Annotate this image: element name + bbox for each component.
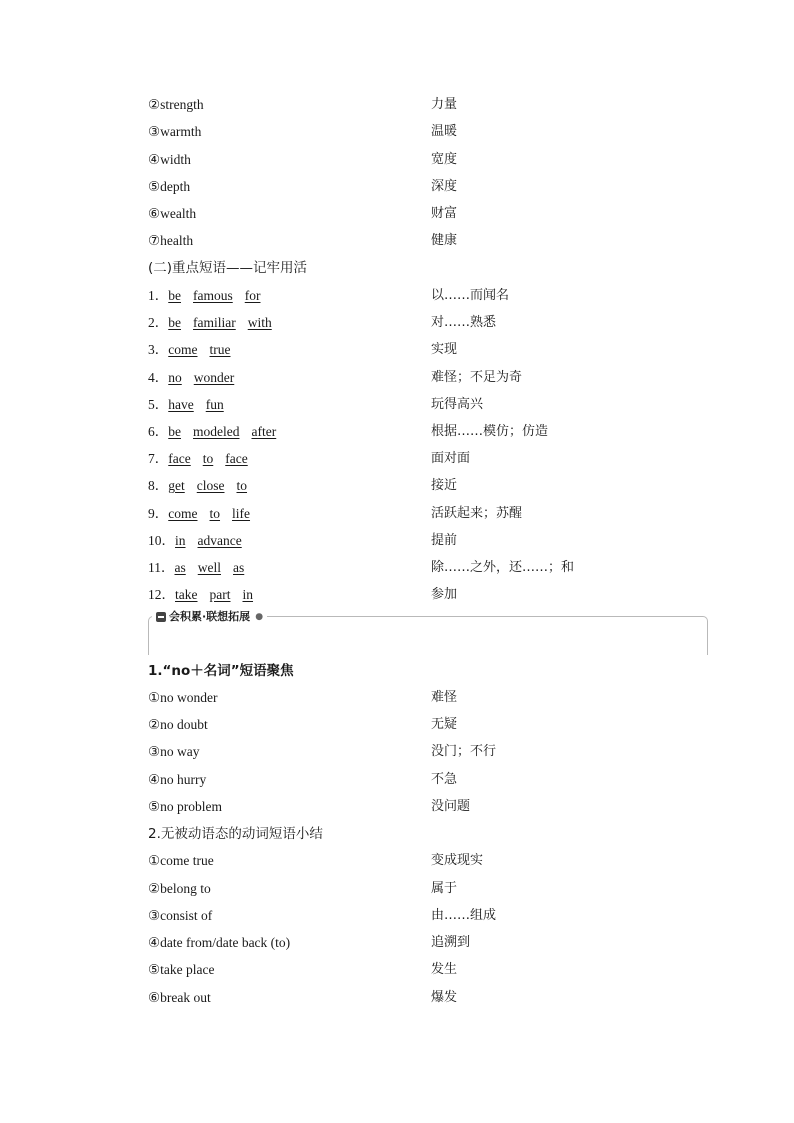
phrase-number: 7． bbox=[148, 451, 169, 466]
phrase-word: take bbox=[175, 587, 198, 602]
word-row bbox=[148, 204, 608, 224]
phrase-answer bbox=[168, 288, 260, 303]
word-zh: 由……组成 bbox=[431, 908, 497, 923]
phrase-zh: 提前 bbox=[431, 533, 458, 548]
phrase-number: 8． bbox=[148, 478, 169, 493]
word-zh: 爆发 bbox=[431, 990, 458, 1005]
word-row bbox=[148, 150, 608, 170]
phrase-row bbox=[148, 340, 608, 360]
phrase-word: close bbox=[196, 478, 225, 493]
phrase-row bbox=[148, 585, 608, 605]
phrase-zh: 活跃起来；苏醒 bbox=[431, 506, 523, 521]
phrase-number: 10． bbox=[148, 533, 175, 548]
word-en: ③consist of bbox=[148, 908, 213, 923]
phrase-row bbox=[148, 368, 608, 388]
word-zh: 温暖 bbox=[431, 124, 458, 139]
word-row bbox=[148, 715, 608, 735]
word-row bbox=[148, 231, 608, 251]
word-row bbox=[148, 906, 608, 926]
phrase-word: be bbox=[168, 315, 181, 330]
phrase-answer bbox=[168, 397, 223, 412]
phrase-number: 1． bbox=[148, 288, 169, 303]
phrase-word: come bbox=[168, 342, 198, 357]
word-row bbox=[148, 122, 608, 142]
word-en: ③no way bbox=[148, 744, 200, 759]
section-heading: (二)重点短语——记牢用活 bbox=[148, 260, 308, 276]
phrase-word: face bbox=[168, 451, 191, 466]
phrase-answer bbox=[168, 478, 247, 493]
word-row bbox=[148, 933, 608, 953]
phrase-word: well bbox=[197, 560, 221, 575]
word-zh: 没问题 bbox=[431, 799, 471, 814]
phrase-answer bbox=[168, 315, 272, 330]
word-zh: 难怪 bbox=[431, 690, 458, 705]
word-zh: 没门；不行 bbox=[431, 744, 497, 759]
word-en: ②strength bbox=[148, 97, 204, 112]
word-en: ⑤take place bbox=[148, 962, 215, 977]
phrase-answer bbox=[168, 424, 276, 439]
phrase-word: famous bbox=[193, 288, 233, 303]
phrase-row bbox=[148, 558, 608, 578]
phrase-answer bbox=[168, 370, 234, 385]
phrase-zh: 除……之外，还……；和 bbox=[431, 560, 575, 575]
phrase-word: be bbox=[168, 288, 181, 303]
word-row bbox=[148, 960, 608, 980]
phrase-word: familiar bbox=[193, 315, 236, 330]
phrase-word: in bbox=[175, 533, 186, 548]
word-zh: 力量 bbox=[431, 97, 458, 112]
word-row bbox=[148, 879, 608, 899]
note-icon bbox=[156, 612, 166, 622]
word-en: ⑥wealth bbox=[148, 206, 197, 221]
word-en: ⑥break out bbox=[148, 990, 211, 1005]
word-zh: 属于 bbox=[431, 881, 458, 896]
word-row bbox=[148, 988, 608, 1008]
phrase-row bbox=[148, 449, 608, 469]
phrase-word: with bbox=[247, 315, 272, 330]
phrase-zh: 根据……模仿；仿造 bbox=[431, 424, 549, 439]
word-zh: 变成现实 bbox=[431, 853, 484, 868]
phrase-word: to bbox=[236, 478, 248, 493]
phrase-number: 6． bbox=[148, 424, 169, 439]
word-zh: 宽度 bbox=[431, 152, 458, 167]
phrase-number: 12． bbox=[148, 587, 175, 602]
phrase-row bbox=[148, 286, 608, 306]
word-zh: 发生 bbox=[431, 962, 458, 977]
word-row bbox=[148, 851, 608, 871]
phrase-word: for bbox=[244, 288, 261, 303]
phrase-row bbox=[148, 476, 608, 496]
phrase-answer bbox=[168, 506, 250, 521]
phrase-word: no bbox=[168, 370, 182, 385]
word-row bbox=[148, 688, 608, 708]
phrase-answer bbox=[168, 342, 230, 357]
phrase-word: advance bbox=[197, 533, 242, 548]
phrase-word: modeled bbox=[193, 424, 240, 439]
dot-icon: ● bbox=[255, 612, 264, 622]
word-zh: 财富 bbox=[431, 206, 458, 221]
phrase-word: true bbox=[209, 342, 231, 357]
phrase-number: 11． bbox=[148, 560, 175, 575]
phrase-answer bbox=[175, 587, 253, 602]
phrase-number: 4． bbox=[148, 370, 169, 385]
phrase-number: 9． bbox=[148, 506, 169, 521]
phrase-word: be bbox=[168, 424, 181, 439]
phrase-zh: 玩得高兴 bbox=[431, 397, 484, 412]
word-zh: 不急 bbox=[431, 772, 458, 787]
phrase-word: as bbox=[233, 560, 245, 575]
phrase-number: 3． bbox=[148, 342, 169, 357]
expansion-box-label: 会积累·联想拓展 bbox=[169, 610, 251, 623]
word-en: ④date from/date back (to) bbox=[148, 935, 291, 950]
expansion-box-title bbox=[152, 609, 267, 625]
word-en: ②belong to bbox=[148, 881, 211, 896]
word-row bbox=[148, 742, 608, 762]
phrase-zh: 参加 bbox=[431, 587, 458, 602]
phrase-word: have bbox=[168, 397, 194, 412]
phrase-row bbox=[148, 395, 608, 415]
word-en: ⑤depth bbox=[148, 179, 191, 194]
phrase-row bbox=[148, 531, 608, 551]
word-zh: 无疑 bbox=[431, 717, 458, 732]
word-zh: 追溯到 bbox=[431, 935, 471, 950]
word-en: ⑦health bbox=[148, 233, 194, 248]
word-row bbox=[148, 177, 608, 197]
phrase-word: fun bbox=[205, 397, 224, 412]
phrase-word: part bbox=[209, 587, 231, 602]
phrase-zh: 实现 bbox=[431, 342, 458, 357]
word-en: ③warmth bbox=[148, 124, 202, 139]
phrase-zh: 对……熟悉 bbox=[431, 315, 497, 330]
phrase-number: 2． bbox=[148, 315, 169, 330]
phrase-row bbox=[148, 504, 608, 524]
word-en: ②no doubt bbox=[148, 717, 208, 732]
phrase-word: to bbox=[209, 506, 221, 521]
phrase-zh: 以……而闻名 bbox=[431, 288, 510, 303]
phrase-answer bbox=[175, 533, 242, 548]
phrase-word: to bbox=[202, 451, 214, 466]
word-row bbox=[148, 770, 608, 790]
phrase-row bbox=[148, 313, 608, 333]
word-zh: 深度 bbox=[431, 179, 458, 194]
phrase-zh: 难怪；不足为奇 bbox=[431, 370, 523, 385]
word-en: ④no hurry bbox=[148, 772, 207, 787]
word-en: ⑤no problem bbox=[148, 799, 222, 814]
phrase-row bbox=[148, 422, 608, 442]
group-heading: 2.无被动语态的动词短语小结 bbox=[148, 826, 323, 842]
phrase-answer bbox=[168, 451, 247, 466]
phrase-word: in bbox=[242, 587, 254, 602]
phrase-word: get bbox=[168, 478, 185, 493]
phrase-number: 5． bbox=[148, 397, 169, 412]
word-en: ④width bbox=[148, 152, 191, 167]
phrase-answer bbox=[175, 560, 245, 575]
phrase-zh: 接近 bbox=[431, 478, 458, 493]
phrase-word: after bbox=[251, 424, 277, 439]
word-row bbox=[148, 797, 608, 817]
phrase-word: as bbox=[174, 560, 186, 575]
phrase-word: come bbox=[168, 506, 198, 521]
phrase-word: face bbox=[225, 451, 248, 466]
word-en: ①come true bbox=[148, 853, 214, 868]
word-zh: 健康 bbox=[431, 233, 458, 248]
phrase-word: wonder bbox=[193, 370, 235, 385]
phrase-word: life bbox=[232, 506, 251, 521]
group-heading: 1.“no＋名词”短语聚焦 bbox=[148, 663, 294, 679]
word-en: ①no wonder bbox=[148, 690, 218, 705]
word-row bbox=[148, 95, 608, 115]
phrase-zh: 面对面 bbox=[431, 451, 471, 466]
